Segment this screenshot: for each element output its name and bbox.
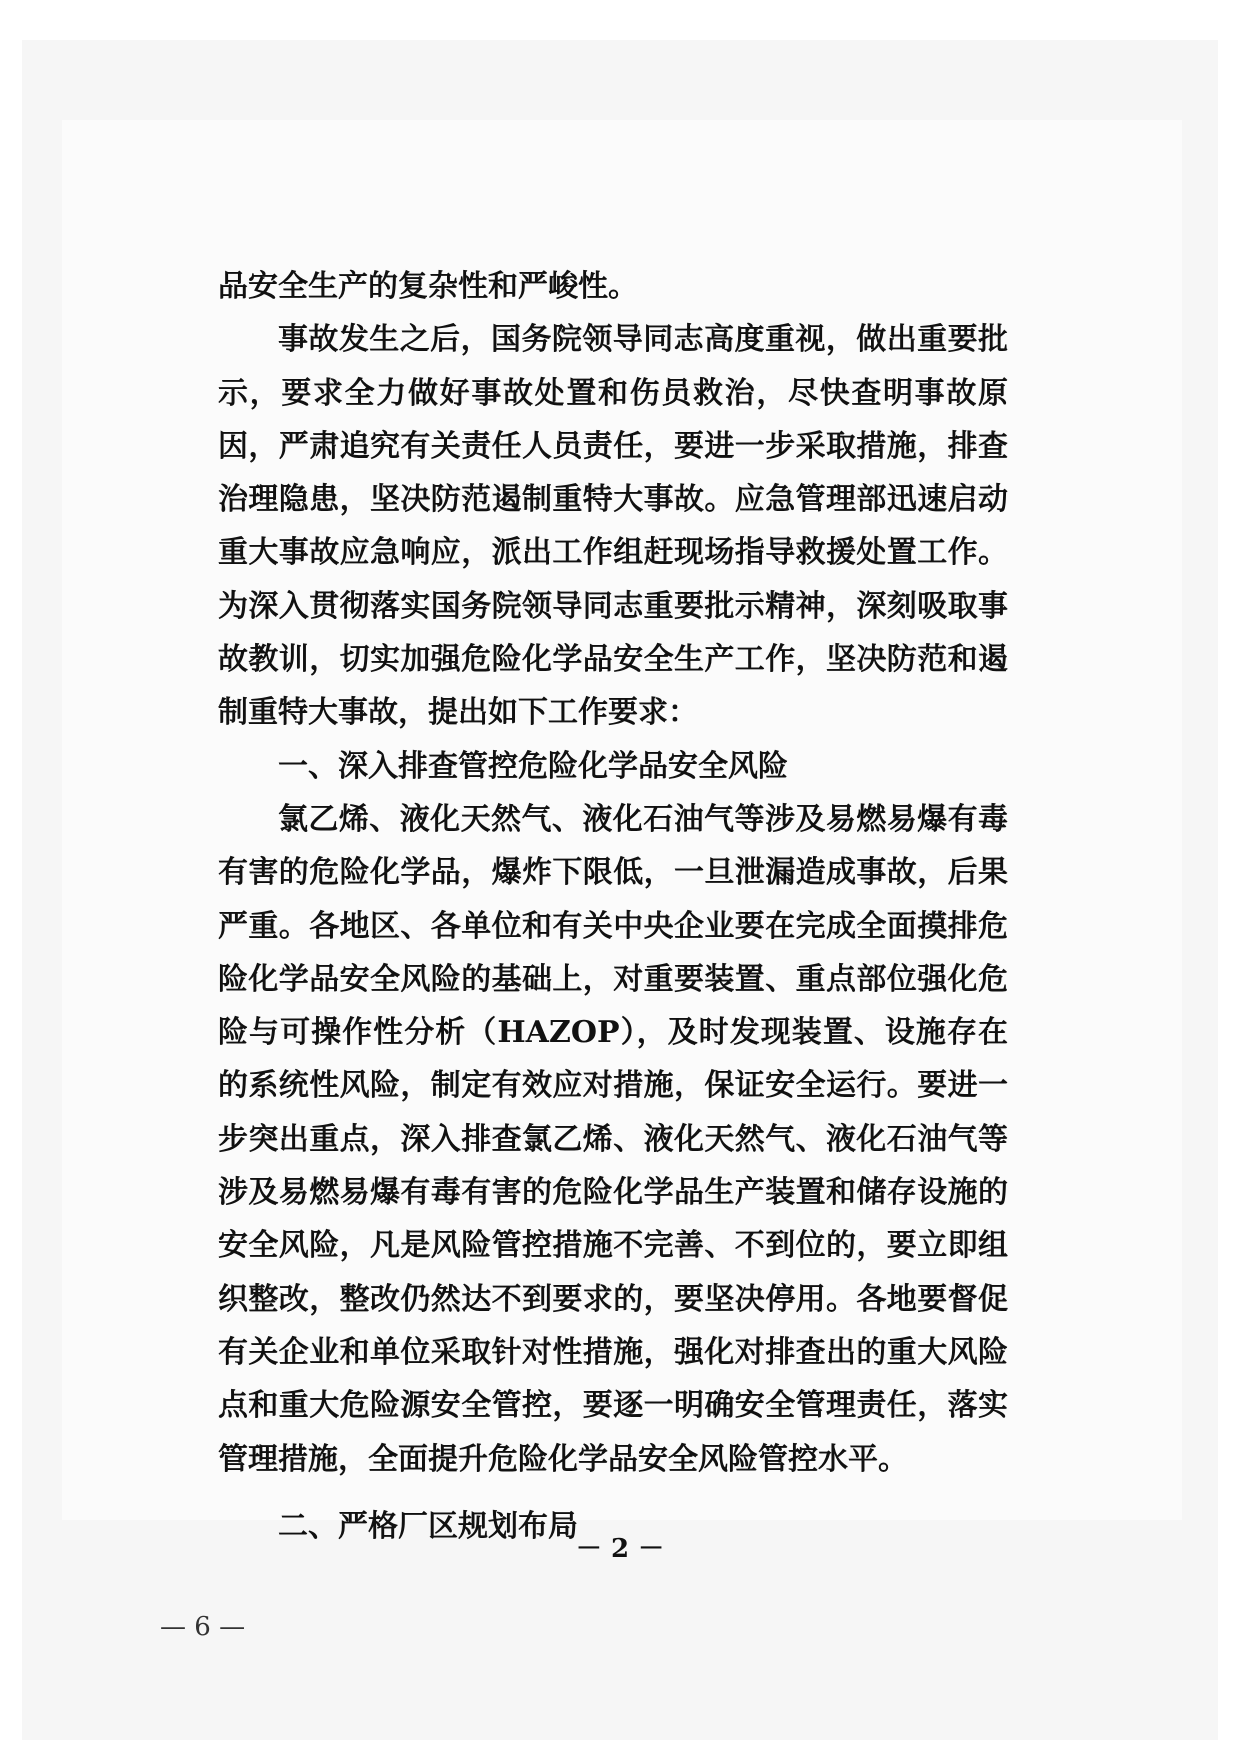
- outer-page-number: — 6 —: [160, 1612, 246, 1642]
- paragraph-intro: 事故发生之后，国务院领导同志高度重视，做出重要批示，要求全力做好事故处置和伤员救治，尽快查明事故原因，严肃追究有关责任人员责任，要进一步采取措施，排查治理隐患，坚决防范遏制重特大事故。应急管理部迅速启动重大事故应急响应，派出工作组赶现场指导救援处置工作。为深入贯彻落实国务院领导同志重要批示精神，深刻吸取事故教训，切实加强危险化学品安全生产工作，坚决防范和遏制重特大事故，提出如下工作要求：: [218, 322, 1008, 731]
- document-body: [218, 260, 1008, 1553]
- inner-page-number: － 2 －: [575, 1534, 665, 1564]
- section-2-heading: 二、严格厂区规划布局: [278, 1508, 578, 1544]
- section-1-heading: 一、深入排查管控危险化学品安全风险: [278, 748, 788, 784]
- section-1-body: 氯乙烯、液化天然气、液化石油气等涉及易燃易爆有毒有害的危险化学品，爆炸下限低，一旦泄漏造成事故，后果严重。各地区、各单位和有关中央企业要在完成全面摸排危险化学品安全风险的基础上，对重要装置、重点部位强化危险与可操作性分析（HAZOP），及时发现装置、设施存在的系统性风险，制定有效应对措施，保证安全运行。要进一步突出重点，深入排查氯乙烯、液化天然气、液化石油气等涉及易燃易爆有毒有害的危险化学品生产装置和储存设施的安全风险，凡是风险管控措施不完善、不到位的，要立即组织整改，整改仍然达不到要求的，要坚决停用。各地要督促有关企业和单位采取针对性措施，强化对排查出的重大风险点和重大危险源安全管控，要逐一明确安全管理责任，落实管理措施，全面提升危险化学品安全风险管控水平。: [218, 801, 1008, 1477]
- paragraph-continuation: 品安全生产的复杂性和严峻性。: [218, 269, 638, 304]
